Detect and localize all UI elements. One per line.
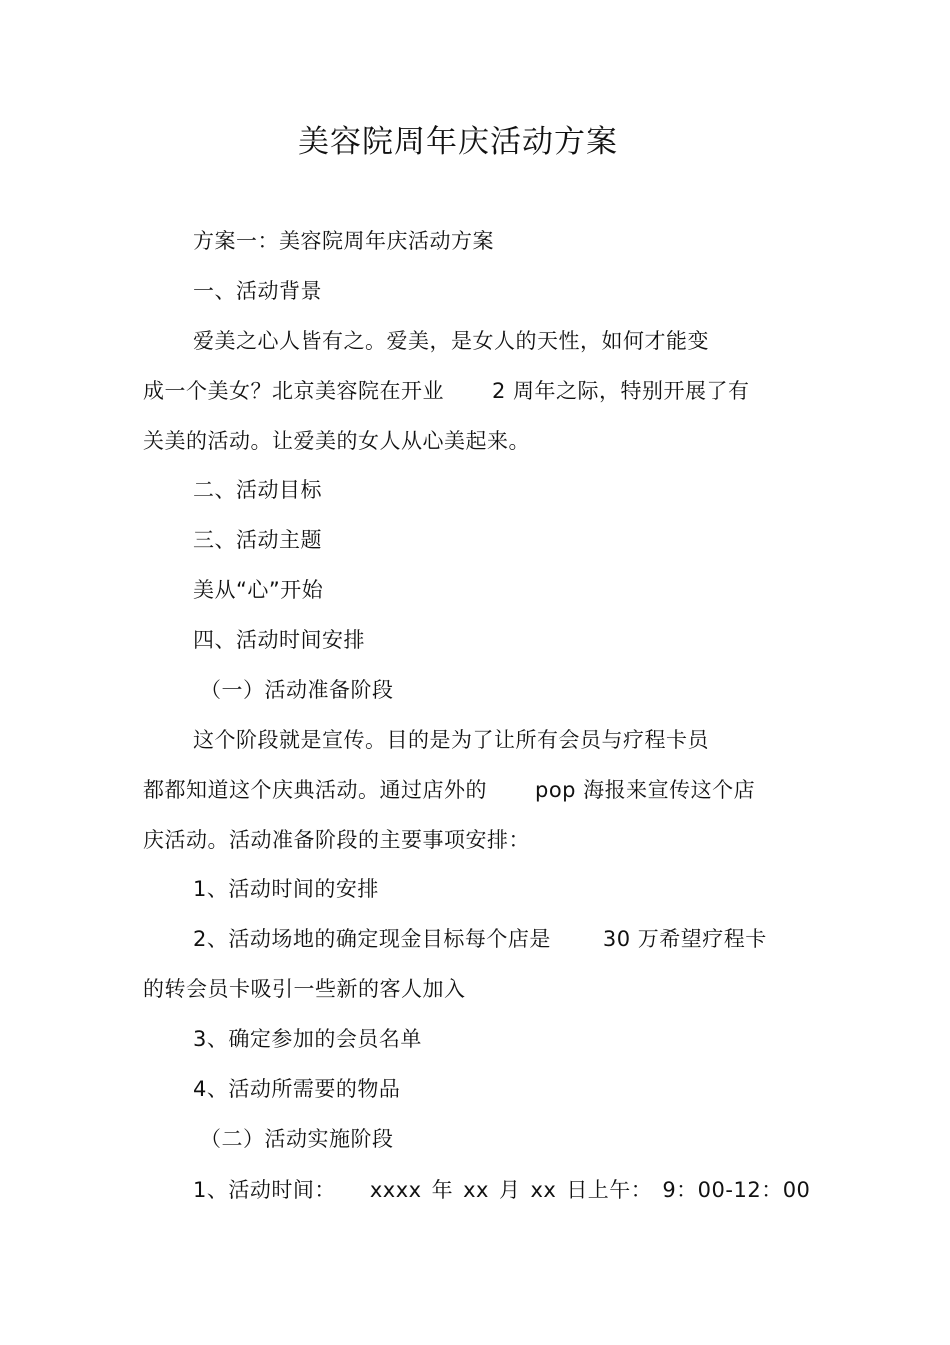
activity-time-day-value: xx — [530, 1178, 557, 1202]
activity-time-hours: 9：00-12：00 — [662, 1178, 811, 1202]
list-item-1: 1、活动时间的安排 — [193, 877, 379, 901]
activity-time-month-value: xx — [463, 1178, 489, 1202]
paragraph-preparation-line-2 — [143, 775, 755, 805]
paragraph-preparation-line-2a: 都都知道这个庆典活动。通过店外的 — [143, 778, 487, 802]
list-item-4: 4、活动所需要的物品 — [193, 1077, 401, 1101]
list-item-3: 3、确定参加的会员名单 — [193, 1027, 422, 1051]
activity-time-month-unit: 月 — [498, 1178, 521, 1202]
paragraph-background-line-3: 关美的活动。让爱美的女人从心美起来。 — [143, 429, 530, 453]
paragraph-preparation-line-3: 庆活动。活动准备阶段的主要事项安排： — [143, 828, 530, 852]
document-title: 美容院周年庆活动方案 — [298, 124, 618, 160]
paragraph-background-line-1: 爱美之心人皆有之。爱美，是女人的天性，如何才能变 — [193, 329, 709, 353]
paragraph-background-line-2b: 2 周年之际，特别开展了有 — [492, 379, 750, 403]
activity-time-day-unit: 日上午： — [566, 1178, 653, 1202]
list-item-2-line-1 — [193, 924, 767, 954]
section-heading-theme: 三、活动主题 — [193, 528, 322, 552]
activity-time-line — [193, 1175, 810, 1205]
paragraph-background-line-2 — [143, 376, 750, 406]
plan-heading: 方案一：美容院周年庆活动方案 — [193, 229, 494, 253]
paragraph-background-line-2a: 成一个美女？北京美容院在开业 — [143, 379, 444, 403]
paragraph-preparation-line-2b: pop 海报来宣传这个店 — [535, 778, 756, 802]
paragraph-preparation-line-1: 这个阶段就是宣传。目的是为了让所有会员与疗程卡员 — [193, 728, 709, 752]
section-heading-schedule: 四、活动时间安排 — [193, 628, 365, 652]
theme-text: 美从“心”开始 — [193, 578, 324, 602]
subsection-heading-implementation: （二）活动实施阶段 — [200, 1127, 394, 1151]
subsection-heading-preparation: （一）活动准备阶段 — [200, 678, 394, 702]
list-item-2-line-1b: 30 万希望疗程卡 — [602, 927, 767, 951]
list-item-2-line-2: 的转会员卡吸引一些新的客人加入 — [143, 977, 466, 1001]
section-heading-goal: 二、活动目标 — [193, 478, 322, 502]
activity-time-year-value: xxxx — [369, 1178, 422, 1202]
activity-time-year-unit: 年 — [431, 1178, 454, 1202]
list-item-2-line-1a: 2、活动场地的确定现金目标每个店是 — [193, 927, 551, 951]
section-heading-background: 一、活动背景 — [193, 279, 322, 303]
activity-time-label: 1、活动时间： — [193, 1178, 336, 1202]
